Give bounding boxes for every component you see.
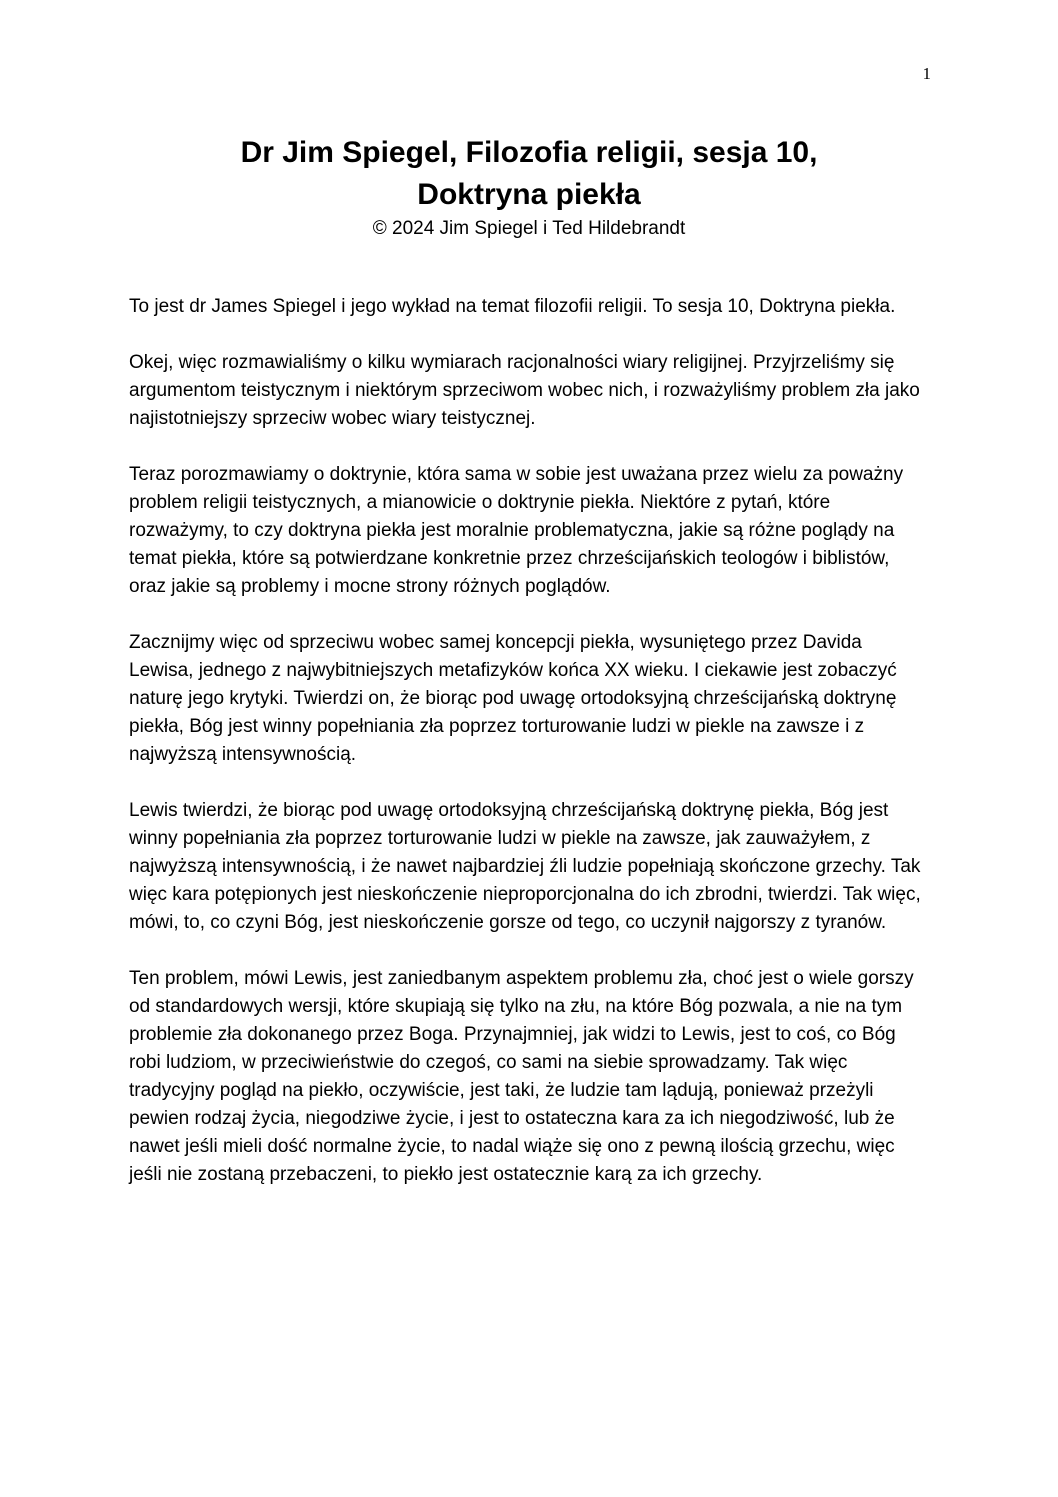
paragraph: Teraz porozmawiamy o doktrynie, która sama w sobie jest uważana przez wielu za poważny problem religii teistycznych, a mianowicie o doktrynie piekła. Niektóre z pytań, które rozważymy, to czy doktryna piekła jest moralnie problematyczna, jakie są różne poglądy na temat piekła, które są potwierdzane konkretnie przez chrześcijańskich teologów i biblistów, oraz jakie są problemy i mocne strony różnych poglądów. (129, 464, 904, 597)
paragraph: Lewis twierdzi, że biorąc pod uwagę ortodoksyjną chrześcijańską doktrynę piekła, Bóg jest winny popełniania zła poprzez torturowanie ludzi w piekle na zawsze, jak zauważyłem, z najwyższą intensywnością, i że nawet najbardziej źli ludzie popełniają skończone grzechy. Tak więc kara potępionych jest nieskończenie nieproporcjonalna do ich zbrodni, twierdzi. Tak więc, mówi, to, co czyni Bóg, jest nieskończenie gorsze od tego, co uczynił najgorszy z tyranów. (129, 800, 921, 933)
title-block (0, 132, 1058, 242)
page-number: 1 (922, 64, 931, 83)
title-line-2: Doktryna piekła (417, 178, 641, 211)
document-title (0, 132, 1058, 216)
paragraph: To jest dr James Spiegel i jego wykład na temat filozofii religii. To sesja 10, Doktryna piekła. (129, 296, 896, 317)
body-text (129, 293, 931, 1217)
title-line-1: Dr Jim Spiegel, Filozofia religii, sesja 10, (240, 136, 818, 169)
copyright-notice: © 2024 Jim Spiegel i Ted Hildebrandt (372, 218, 686, 239)
paragraph: Ten problem, mówi Lewis, jest zaniedbanym aspektem problemu zła, choć jest o wiele gorszy od standardowych wersji, które skupiają się tylko na złu, na które Bóg pozwala, a nie na tym problemie zła dokonanego przez Boga. Przynajmniej, jak widzi to Lewis, jest to coś, co Bóg robi ludziom, w przeciwieństwie do czegoś, co sami na siebie sprowadzamy. Tak więc tradycyjny pogląd na piekło, oczywiście, jest taki, że ludzie tam lądują, ponieważ przeżyli pewien rodzaj życia, niegodziwe życie, i jest to ostateczna kara za ich niegodziwość, lub że nawet jeśli mieli dość normalne życie, to nadal wiąże się ono z pewną ilością grzechu, więc jeśli nie zostaną przebaczeni, to piekło jest ostatecznie karą za ich grzechy. (129, 968, 914, 1185)
paragraph: Okej, więc rozmawialiśmy o kilku wymiarach racjonalności wiary religijnej. Przyjrzeliśmy się argumentom teistycznym i niektórym sprzeciwom wobec nich, i rozważyliśmy problem zła jako najistotniejszy sprzeciw wobec wiary teistycznej. (129, 352, 920, 429)
paragraph: Zacznijmy więc od sprzeciwu wobec samej koncepcji piekła, wysuniętego przez Davida Lewisa, jednego z najwybitniejszych metafizyków końca XX wieku. I ciekawie jest zobaczyć naturę jego krytyki. Twierdzi on, że biorąc pod uwagę ortodoksyjną chrześcijańską doktrynę piekła, Bóg jest winny popełniania zła poprzez torturowanie ludzi w piekle na zawsze i z najwyższą intensywnością. (129, 632, 897, 765)
